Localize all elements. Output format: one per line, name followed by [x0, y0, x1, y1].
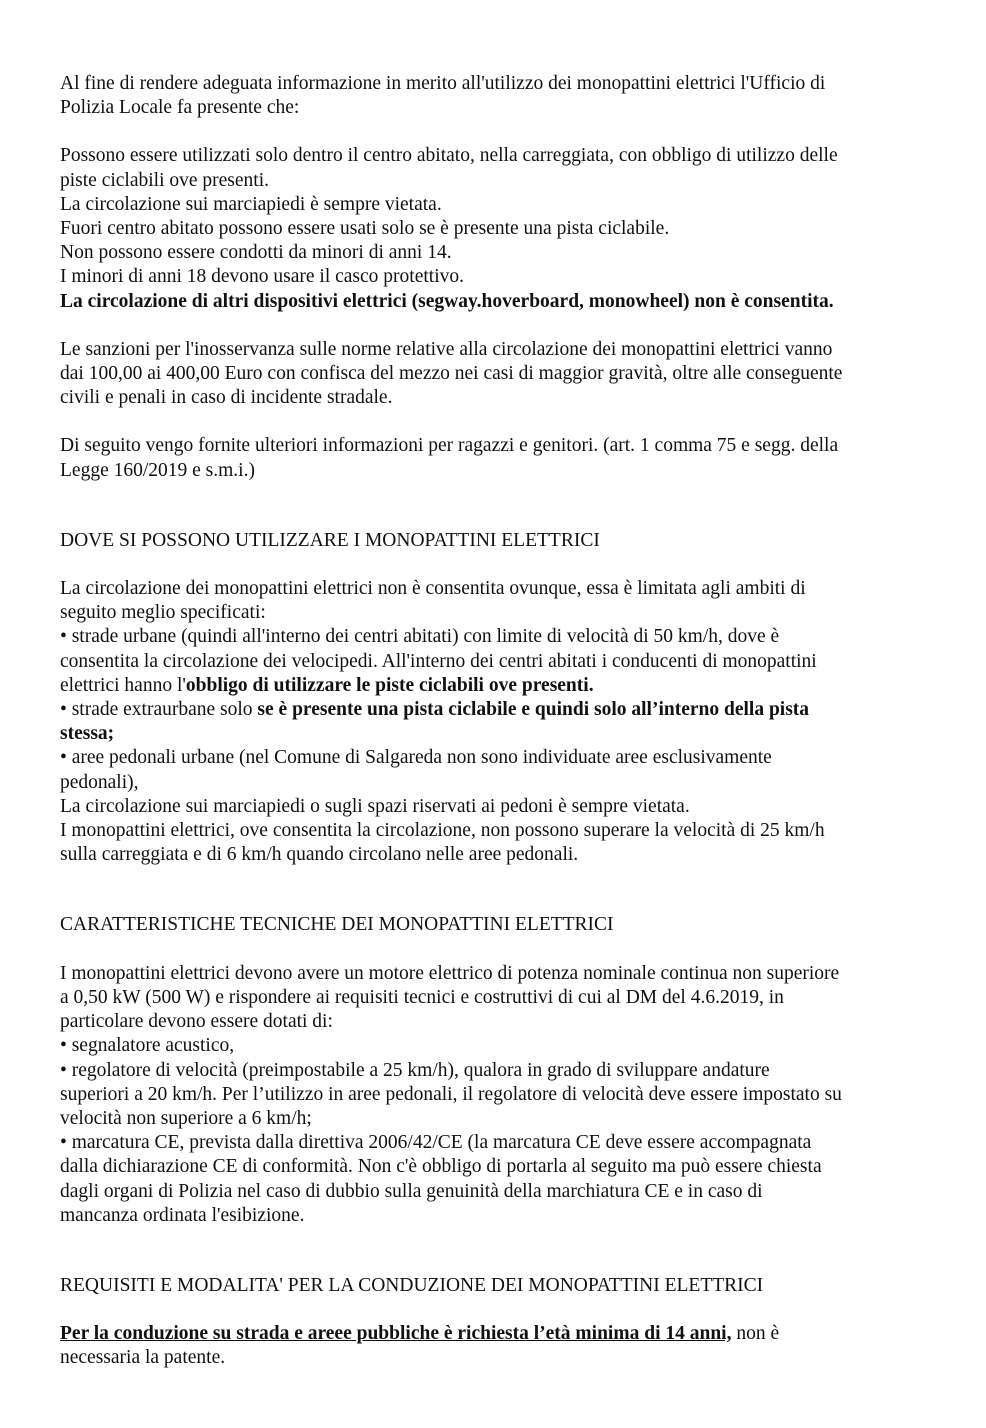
text-line-mixed	[60, 674, 950, 698]
text-line: • marcatura CE, prevista dalla direttiva 2006/42/CE (la marcatura CE deve essere accompagnata	[60, 1132, 812, 1154]
text-line: necessaria la patente.	[60, 1347, 226, 1369]
text-line: Non possono essere condotti da minori di anni 14.	[60, 242, 452, 264]
rules-paragraph	[60, 144, 950, 313]
text-line: La circolazione sui marciapiedi o sugli spazi riservati ai pedoni è sempre vietata.	[60, 795, 690, 817]
bold-text: stessa;	[60, 723, 115, 745]
where-paragraph	[60, 577, 950, 867]
text-line: consentita la circolazione dei velocipedi. All'interno dei centri abitati i conducenti di monopattini	[60, 650, 817, 672]
section-heading-tech: CARATTERISTICHE TECNICHE DEI MONOPATTINI ELETTRICI	[60, 914, 614, 936]
text-line: Legge 160/2019 e s.m.i.)	[60, 459, 255, 481]
text-line: superiori a 20 km/h. Per l’utilizzo in aree pedonali, il regolatore di velocità deve essere impostato su	[60, 1083, 842, 1105]
text-line-mixed	[60, 1322, 950, 1346]
text-line: Fuori centro abitato possono essere usati solo se è presente una pista ciclabile.	[60, 218, 670, 240]
bold-text: se è presente una pista ciclabile e quindi solo all’interno della pista	[257, 699, 810, 721]
bold-text: obbligo di utilizzare le piste ciclabili ove presenti.	[185, 674, 594, 696]
text-line-mixed	[60, 698, 950, 722]
text-line: Polizia Locale fa presente che:	[60, 97, 300, 119]
bold-text: La circolazione di altri dispositivi elettrici (segway.hoverboard, monowheel) non è consentita.	[60, 290, 834, 312]
text-line-bold	[60, 722, 950, 746]
text-line: dai 100,00 ai 400,00 Euro con confisca del mezzo nei casi di maggior gravità, oltre alle conseguente	[60, 363, 843, 385]
text-line: • regolatore di velocità (preimpostabile a 25 km/h), qualora in grado di sviluppare andature	[60, 1059, 770, 1081]
text-line: a 0,50 kW (500 W) e rispondere ai requisiti tecnici e costruttivi di cui al DM del 4.6.2019, in	[60, 986, 784, 1008]
section-heading-where: DOVE SI POSSONO UTILIZZARE I MONOPATTINI ELETTRICI	[60, 529, 600, 551]
text-line: Le sanzioni per l'inosservanza sulle norme relative alla circolazione dei monopattini elettrici vanno	[60, 338, 833, 360]
text-line: I monopattini elettrici, ove consentita la circolazione, non possono superare la velocità di 25 km/h	[60, 820, 825, 842]
plain-text: elettrici hanno l'	[60, 674, 186, 696]
text-line: piste ciclabili ove presenti.	[60, 169, 270, 191]
text-line: dalla dichiarazione CE di conformità. Non c'è obbligo di portarla al seguito ma può essere chiesta	[60, 1156, 822, 1178]
text-line: velocità non superiore a 6 km/h;	[60, 1107, 312, 1129]
text-line: Al fine di rendere adeguata informazione in merito all'utilizzo dei monopattini elettrici l'Ufficio di	[60, 73, 826, 94]
text-line: particolare devono essere dotati di:	[60, 1011, 333, 1033]
text-line: Di seguito vengo fornite ulteriori informazioni per ragazzi e genitori. (art. 1 comma 75 e segg. della	[60, 435, 839, 457]
plain-text: non è	[731, 1323, 780, 1345]
document-page	[60, 72, 950, 1371]
text-line: La circolazione sui marciapiedi è sempre vietata.	[60, 193, 442, 215]
plain-text: • strade extraurbane solo	[60, 699, 258, 721]
text-line: seguito meglio specificati:	[60, 602, 266, 624]
tech-paragraph	[60, 962, 950, 1228]
sanctions-paragraph	[60, 338, 950, 411]
text-line: I monopattini elettrici devono avere un motore elettrico di potenza nominale continua non superiore	[60, 962, 840, 984]
requirements-paragraph	[60, 1322, 950, 1370]
text-line: civili e penali in caso di incidente stradale.	[60, 387, 393, 409]
text-line: • segnalatore acustico,	[60, 1035, 235, 1057]
info-paragraph	[60, 434, 950, 482]
text-line-bold	[60, 290, 950, 314]
text-line: I minori di anni 18 devono usare il casco protettivo.	[60, 266, 464, 288]
text-line: dagli organi di Polizia nel caso di dubbio sulla genuinità della marchiatura CE e in caso di	[60, 1180, 763, 1202]
text-line: • aree pedonali urbane (nel Comune di Salgareda non sono individuate aree esclusivamente	[60, 747, 772, 769]
text-line: La circolazione dei monopattini elettrici non è consentita ovunque, essa è limitata agli ambiti di	[60, 578, 806, 600]
underlined-bold-text: Per la conduzione su strada e areee pubbliche è richiesta l’età minima di 14 anni,	[60, 1323, 732, 1345]
text-line: sulla carreggiata e di 6 km/h quando circolano nelle aree pedonali.	[60, 844, 579, 866]
text-line: pedonali),	[60, 771, 139, 793]
text-line: mancanza ordinata l'esibizione.	[60, 1204, 305, 1226]
section-heading-requirements: REQUISITI E MODALITA' PER LA CONDUZIONE DEI MONOPATTINI ELETTRICI	[60, 1274, 764, 1296]
intro-paragraph	[60, 72, 950, 120]
text-line: • strade urbane (quindi all'interno dei centri abitati) con limite di velocità di 50 km/h, dove è	[60, 626, 780, 648]
text-line: Possono essere utilizzati solo dentro il centro abitato, nella carreggiata, con obbligo di utilizzo delle	[60, 145, 838, 167]
